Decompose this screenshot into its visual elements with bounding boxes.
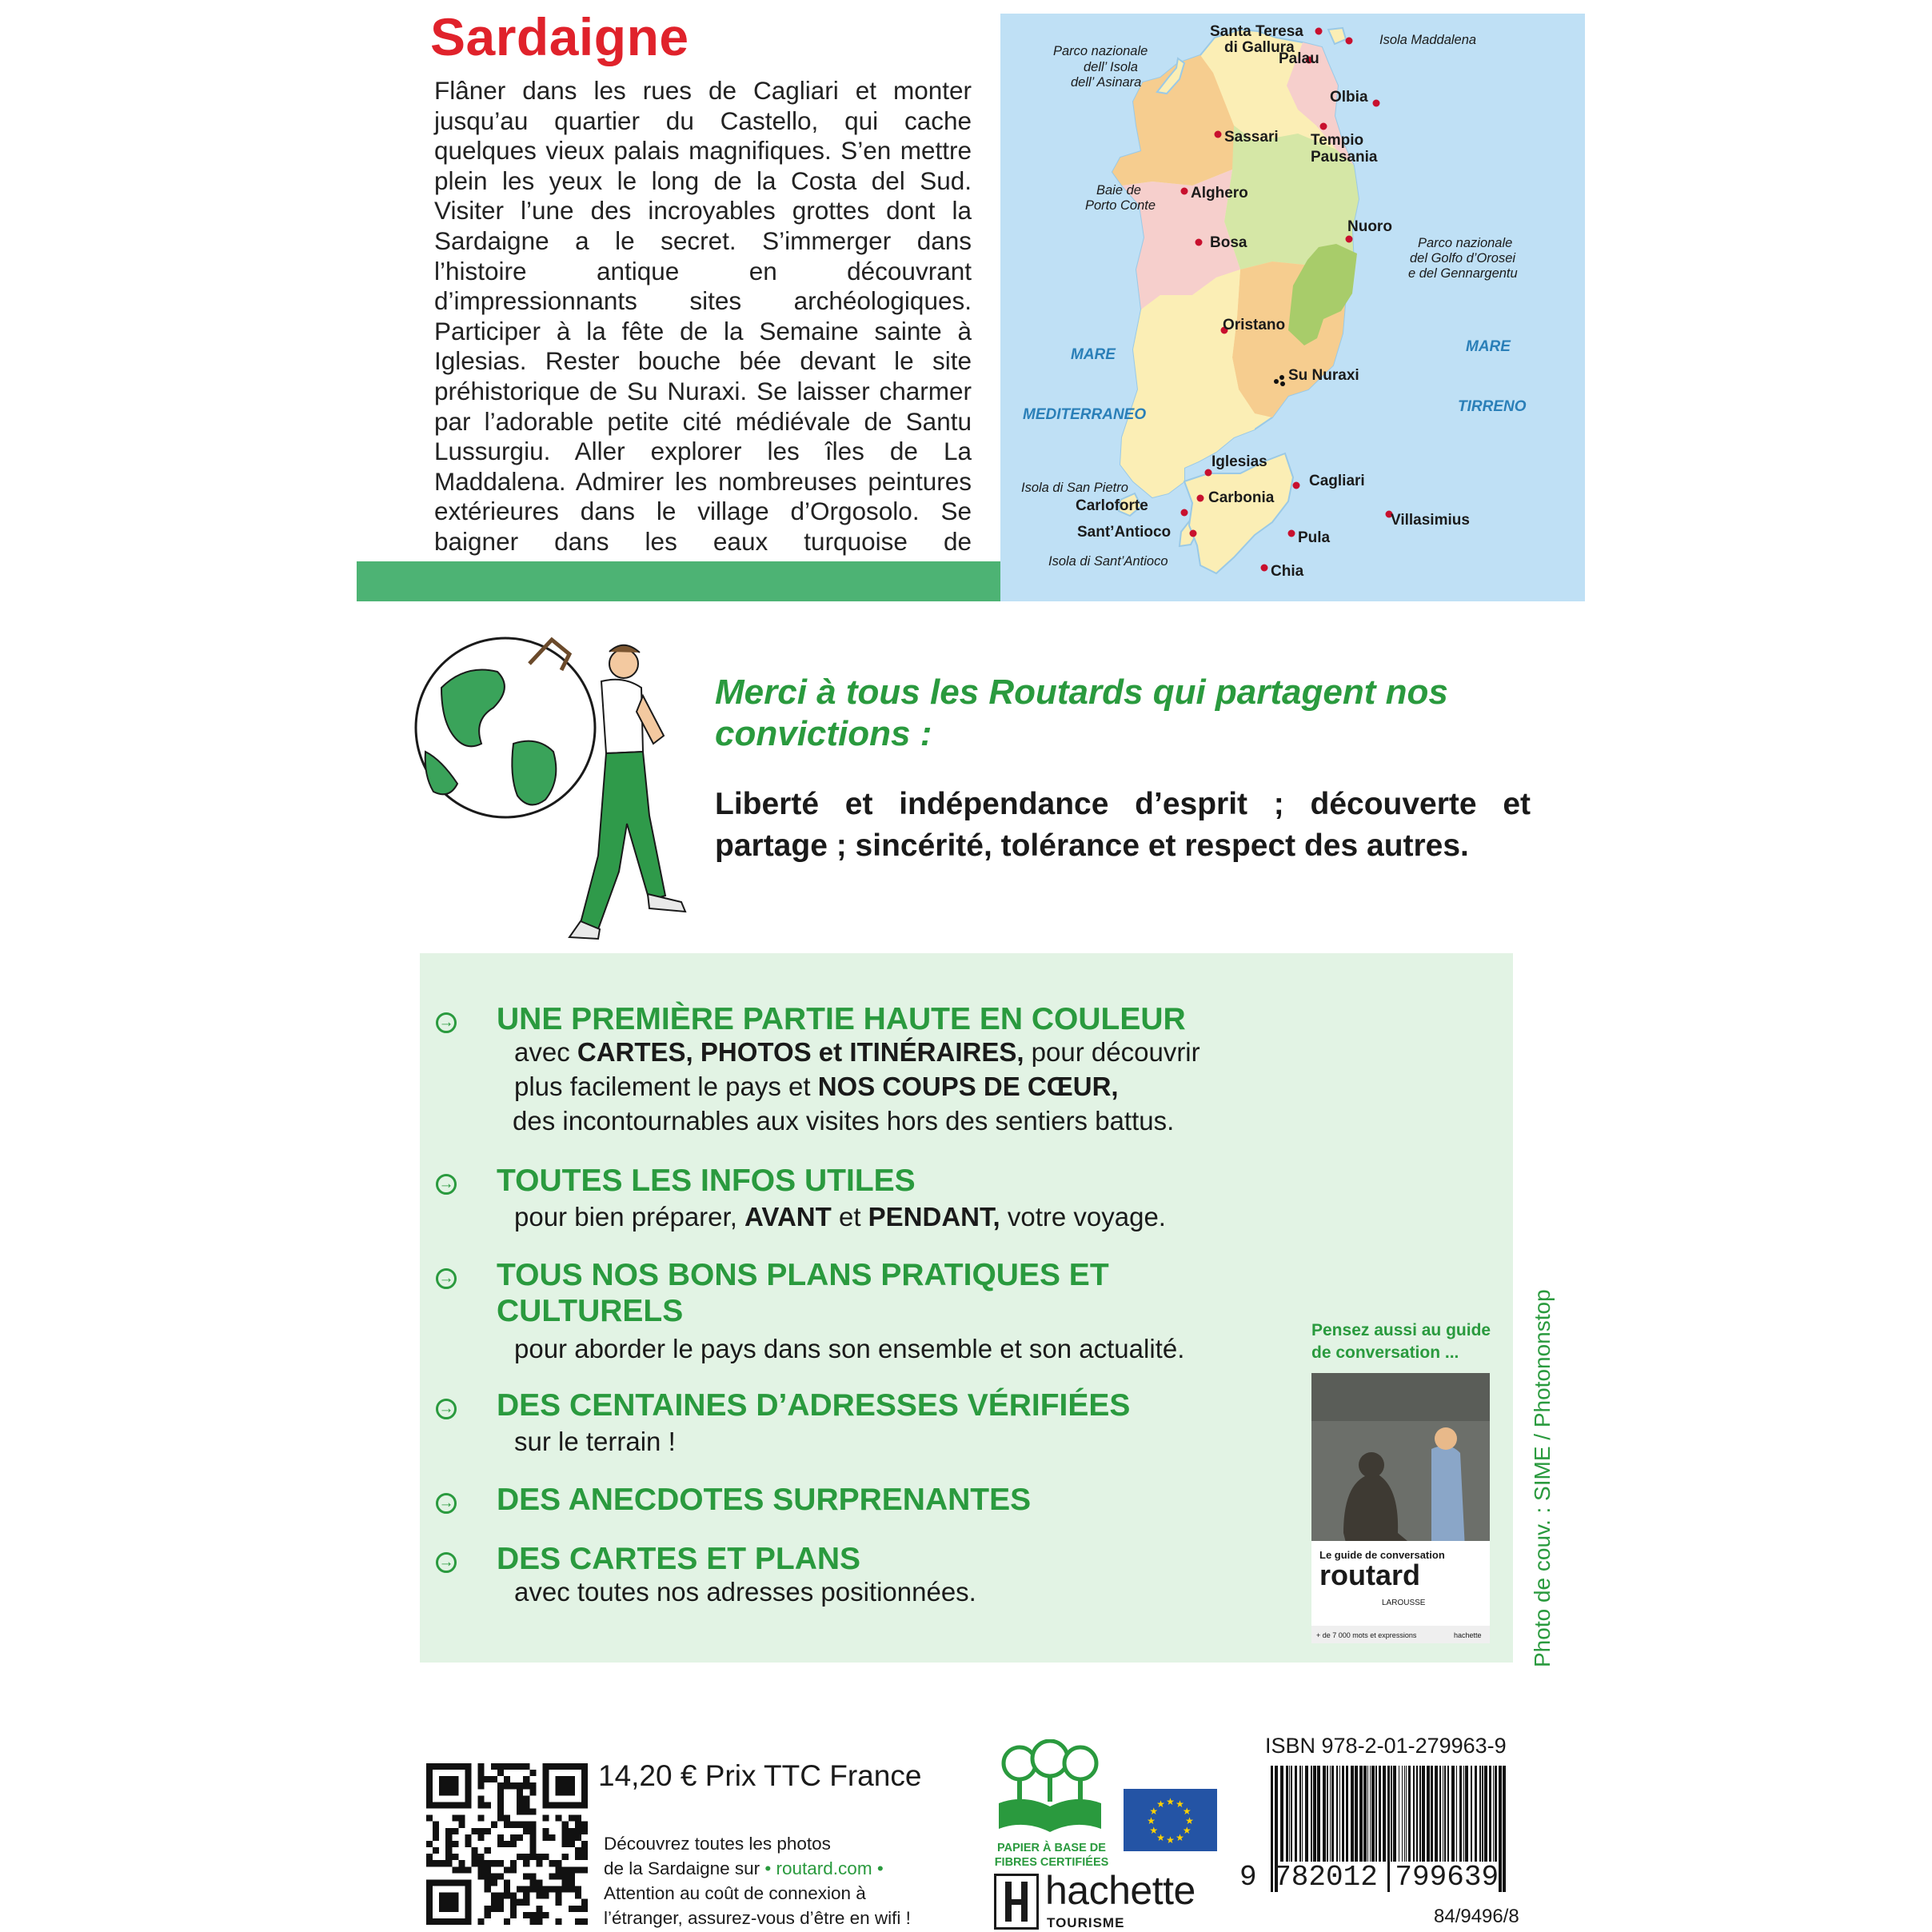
open-book-icon — [999, 1799, 1101, 1832]
label-isola-santantioco: Isola di Sant’Antioco — [1048, 554, 1168, 569]
dot-cagliari — [1293, 482, 1300, 489]
eu-flag-icon — [1124, 1789, 1217, 1851]
feature-text: pour bien préparer, — [514, 1202, 745, 1231]
label-tempio-1: Tempio — [1311, 132, 1364, 149]
svg-text:★: ★ — [1149, 1806, 1159, 1817]
label-pula: Pula — [1298, 529, 1331, 546]
hachette-subtitle: TOURISME — [1047, 1915, 1125, 1930]
feature-heading: DES CENTAINES D’ADRESSES VÉRIFIÉES — [497, 1388, 1131, 1423]
arrow-circle-icon: → — [436, 1399, 457, 1419]
dot-pula — [1288, 530, 1295, 537]
dot-santa-teresa — [1315, 28, 1323, 35]
mini-book-brand-small: Le guide de conversation — [1319, 1549, 1445, 1561]
dot-santantioco — [1190, 530, 1197, 537]
dot-olbia — [1373, 100, 1380, 107]
feature-heading: DES CARTES ET PLANS — [497, 1542, 861, 1576]
svg-text:★: ★ — [1182, 1825, 1192, 1836]
woman-head — [1435, 1427, 1457, 1450]
label-san-pietro: Isola di San Pietro — [1021, 481, 1128, 495]
feature-heading: CULTURELS — [497, 1294, 684, 1328]
svg-text:★: ★ — [1176, 1798, 1184, 1810]
routard-illustration — [409, 632, 705, 944]
svg-text:★: ★ — [1156, 1831, 1165, 1843]
routard-svg — [409, 632, 705, 944]
feature-text-bold: CARTES, PHOTOS et ITINÉRAIRES, — [577, 1037, 1024, 1067]
paper-line: PAPIER À BASE DE — [997, 1842, 1106, 1854]
label-isola-maddalena: Isola Maddalena — [1379, 33, 1477, 47]
paper-certified-logo — [994, 1739, 1106, 1837]
map-svg — [1000, 14, 1585, 601]
dot-sassari — [1215, 131, 1222, 138]
walker-head — [609, 649, 638, 678]
decouvrez-line — [604, 1856, 956, 1881]
eu-stars — [1124, 1789, 1217, 1851]
dot-su-nuraxi-2 — [1279, 375, 1284, 380]
sardinia-map — [1000, 14, 1585, 601]
decouvrez-line: Attention au coût de connexion à — [604, 1883, 866, 1903]
decouvrez-text — [604, 1831, 956, 1930]
dot-carloforte — [1181, 509, 1188, 517]
label-chia: Chia — [1271, 563, 1304, 580]
mini-book-top — [1311, 1373, 1490, 1421]
feature-text: votre voyage. — [1000, 1202, 1166, 1231]
label-iglesias: Iglesias — [1211, 453, 1267, 470]
arrow-circle-icon: → — [436, 1493, 457, 1514]
decouvrez-line: Découvrez toutes les photos — [604, 1834, 831, 1854]
decouvrez-text-span: de la Sardaigne sur — [604, 1858, 765, 1878]
svg-text:★: ★ — [1182, 1806, 1192, 1817]
dot-chia — [1261, 565, 1268, 572]
price: 14,20 € Prix TTC France — [598, 1759, 922, 1792]
feature-text: pour découvrir — [1024, 1037, 1200, 1067]
pensez-line: Pensez aussi au guide — [1311, 1321, 1491, 1339]
hachette-logo — [994, 1867, 1210, 1932]
dot-su-nuraxi-1 — [1274, 379, 1279, 384]
label-asinara-1: Parco nazionale — [1053, 44, 1148, 58]
dot-maddalena — [1346, 38, 1353, 45]
label-sassari: Sassari — [1224, 129, 1279, 146]
sea-east-1: MARE — [1466, 338, 1511, 355]
feature-description: sur le terrain ! — [514, 1427, 676, 1456]
barcode-digits: 9 782012 799639 — [1239, 1861, 1499, 1894]
mini-book-publisher: hachette — [1454, 1631, 1482, 1639]
label-nuoro: Nuoro — [1347, 218, 1392, 235]
svg-text:★: ★ — [1166, 1834, 1175, 1846]
label-tempio-2: Pausania — [1311, 149, 1378, 166]
feature-text: avec — [514, 1037, 577, 1067]
woman-figure — [1431, 1446, 1465, 1549]
feature-text-bold: PENDANT, — [868, 1202, 1000, 1231]
hachette-h-icon — [994, 1874, 1039, 1930]
label-oristano: Oristano — [1223, 317, 1286, 333]
feature-description — [514, 1035, 1200, 1104]
qr-code-svg — [426, 1763, 588, 1925]
globe-continent-2 — [512, 741, 556, 805]
feature-text-bold: NOS COUPS DE CŒUR, — [817, 1072, 1119, 1101]
routard-link[interactable]: • routard.com • — [764, 1858, 884, 1878]
isbn: ISBN 978-2-01-279963-9 — [1265, 1734, 1507, 1758]
decouvrez-line: l’étranger, assurez-vous d’être en wifi ! — [604, 1908, 911, 1928]
arrow-circle-icon: → — [436, 1174, 457, 1195]
svg-text:★: ★ — [1149, 1825, 1159, 1836]
label-su-nuraxi: Su Nuraxi — [1288, 367, 1359, 384]
statue-head — [1359, 1452, 1384, 1478]
arrow-circle-icon: → — [436, 1012, 457, 1033]
svg-text:★: ★ — [1147, 1815, 1156, 1826]
label-asinara-2: dell’ Isola — [1084, 60, 1138, 74]
label-bosa: Bosa — [1210, 234, 1247, 251]
arrow-circle-icon: → — [436, 1552, 457, 1573]
sea-east-2: TIRRENO — [1458, 398, 1527, 415]
pensez-aussi-text — [1311, 1319, 1495, 1364]
dot-alghero — [1181, 188, 1188, 195]
qr-code — [426, 1763, 588, 1925]
label-asinara-3: dell’ Asinara — [1071, 75, 1142, 90]
dot-tempio — [1320, 123, 1327, 130]
arrow-circle-icon: → — [436, 1268, 457, 1289]
label-carloforte: Carloforte — [1076, 497, 1148, 514]
feature-text: et — [831, 1202, 868, 1231]
svg-text:★: ★ — [1166, 1796, 1175, 1807]
feature-heading: TOUS NOS BONS PLANS PRATIQUES ET — [497, 1258, 1109, 1292]
mini-book-footer: + de 7 000 mots et expressions — [1316, 1631, 1417, 1639]
reference-number: 84/9496/8 — [1434, 1906, 1519, 1927]
photo-credit: Photo de couv. : SIME / Photononstop — [1530, 1289, 1555, 1667]
label-carbonia: Carbonia — [1208, 489, 1275, 506]
page-title: Sardaigne — [430, 7, 689, 66]
label-villasimius: Villasimius — [1391, 512, 1470, 529]
label-santa-teresa-1: Santa Teresa — [1210, 23, 1303, 40]
mini-book-partner: LAROUSSE — [1382, 1599, 1426, 1607]
label-baie-1: Baie de — [1096, 183, 1141, 198]
label-santantioco: Sant’Antioco — [1077, 524, 1172, 541]
green-strip — [357, 561, 1000, 601]
mini-book-art — [1311, 1373, 1490, 1643]
walker-hair — [609, 645, 640, 653]
conversation-guide-cover — [1311, 1373, 1490, 1643]
pensez-line: de conversation ... — [1311, 1343, 1459, 1362]
dot-su-nuraxi-3 — [1280, 381, 1285, 386]
label-alghero: Alghero — [1191, 185, 1248, 202]
svg-text:★: ★ — [1176, 1831, 1184, 1843]
dot-bosa — [1196, 239, 1203, 246]
merci-heading: Merci à tous les Routards qui partagent nos convictions : — [715, 673, 1448, 753]
mini-book-brand: routard — [1319, 1559, 1420, 1591]
feature-description: pour aborder le pays dans son ensemble et son actualité. — [514, 1334, 1185, 1363]
walker-shoe-1 — [648, 894, 685, 912]
feature-heading: DES ANECDOTES SURPRENANTES — [497, 1483, 1032, 1517]
dot-nuoro — [1346, 236, 1353, 243]
label-orosei-1: Parco nazionale — [1418, 236, 1513, 250]
merci-body: Liberté et indépendance d’esprit ; découverte et partage ; sincérité, tolérance et respect des autres. — [715, 787, 1531, 863]
label-palau: Palau — [1279, 50, 1319, 67]
feature-heading: UNE PREMIÈRE PARTIE HAUTE EN COULEUR — [497, 1002, 1186, 1036]
label-santa-teresa-2: di Gallura — [1224, 39, 1295, 56]
paper-line: FIBRES CERTIFIÉES — [994, 1856, 1109, 1869]
sea-west-1: MARE — [1071, 346, 1116, 363]
hachette-wordmark: hachette — [1045, 1868, 1196, 1913]
label-baie-2: Porto Conte — [1085, 198, 1156, 213]
paper-certified-text — [985, 1841, 1118, 1870]
svg-text:★: ★ — [1156, 1798, 1165, 1810]
svg-text:★: ★ — [1185, 1815, 1194, 1826]
dot-carbonia — [1197, 495, 1204, 502]
feature-text: plus facilement le pays et — [514, 1072, 818, 1101]
intro-paragraph: Flâner dans les rues de Cagliari et monter jusqu’au quartier du Castello, qui cache quelques vieux palais magnifiques. S’en mettre plein les yeux le long de la Costa del Sud. Visiter l’une des incroyables grottes dont la Sardaigne a le secret. S’immerger dans l’histoire antique en découvrant d’impressionnants sites archéologiques. Participer à la fête de la Semaine sainte à Iglesias. Rester bouche bée devant le site préhistorique de Su Nuraxi. Se laisser charmer par l’adorable petite cité médiévale de Santu Lussurgiu. Aller explorer les îles de La Maddalena. Admirer les nombreuses peintures extérieures dans le village d’Orgosolo. Se baigner dans les eaux turquoise de — [434, 76, 972, 556]
feature-description: avec toutes nos adresses positionnées. — [514, 1577, 976, 1607]
label-cagliari: Cagliari — [1309, 473, 1365, 489]
walker-shirt — [601, 680, 643, 753]
feature-text-bold: AVANT — [744, 1202, 832, 1231]
sea-west-2: MEDITERRANEO — [1023, 406, 1147, 423]
feature-description — [514, 1200, 1166, 1234]
label-orosei-3: e del Gennargentu — [1408, 266, 1518, 281]
trees-book-icon — [994, 1739, 1106, 1837]
label-orosei-2: del Golfo d’Orosei — [1410, 251, 1516, 265]
feature-heading: TOUTES LES INFOS UTILES — [497, 1164, 916, 1198]
feature-description-line: des incontournables aux visites hors des sentiers battus. — [513, 1106, 1175, 1136]
label-olbia: Olbia — [1330, 89, 1368, 106]
